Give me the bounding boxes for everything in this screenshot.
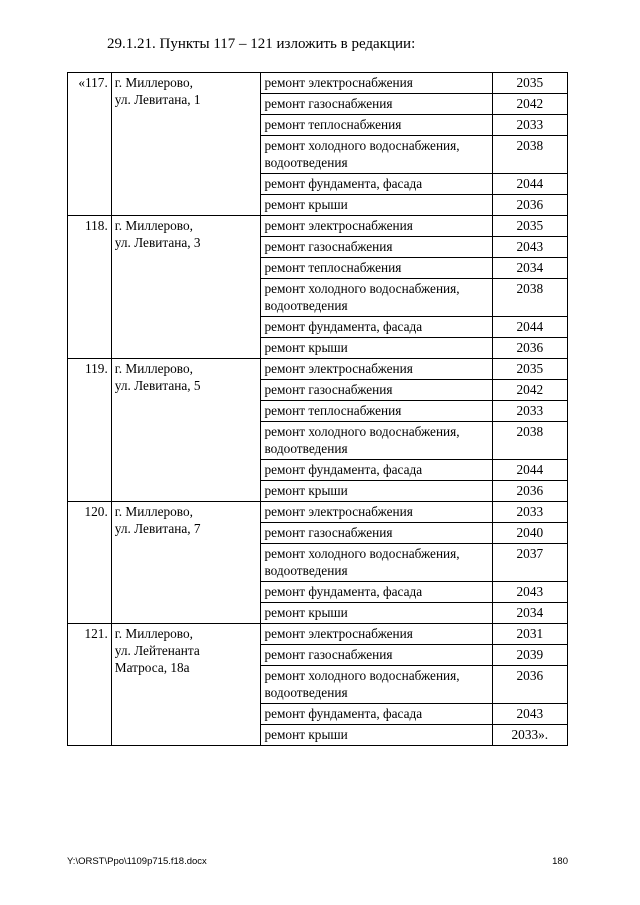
repair-year: 2035 [492, 216, 567, 237]
section-heading: 29.1.21. Пункты 117 – 121 изложить в редакции: [107, 36, 416, 52]
item-number: 121. [68, 624, 112, 746]
repair-work-type: ремонт газоснабжения [261, 237, 492, 258]
repair-work-type: ремонт холодного водоснабжения, водоотведения [261, 544, 492, 582]
building-address: г. Миллерово, ул. Левитана, 5 [111, 359, 261, 502]
repair-work-type: ремонт фундамента, фасада [261, 460, 492, 481]
repair-work-type: ремонт крыши [261, 481, 492, 502]
footer-page-number: 180 [552, 856, 568, 867]
repair-work-type: ремонт холодного водоснабжения, водоотведения [261, 136, 492, 174]
table-row [68, 624, 568, 645]
repair-work-type: ремонт газоснабжения [261, 380, 492, 401]
repair-work-type: ремонт фундамента, фасада [261, 582, 492, 603]
repair-work-type: ремонт теплоснабжения [261, 115, 492, 136]
repair-year: 2044 [492, 460, 567, 481]
building-address: г. Миллерово, ул. Левитана, 1 [111, 73, 261, 216]
repair-work-type: ремонт крыши [261, 725, 492, 746]
repair-work-type: ремонт холодного водоснабжения, водоотведения [261, 666, 492, 704]
repair-year: 2034 [492, 258, 567, 279]
table-row [68, 359, 568, 380]
repair-year: 2040 [492, 523, 567, 544]
repair-work-type: ремонт электроснабжения [261, 502, 492, 523]
repair-year: 2035 [492, 73, 567, 94]
repair-year: 2033». [492, 725, 567, 746]
repair-work-type: ремонт теплоснабжения [261, 401, 492, 422]
repair-year: 2038 [492, 279, 567, 317]
item-number: 119. [68, 359, 112, 502]
repair-year: 2037 [492, 544, 567, 582]
repair-work-type: ремонт газоснабжения [261, 523, 492, 544]
item-number: 118. [68, 216, 112, 359]
repair-work-type: ремонт газоснабжения [261, 645, 492, 666]
building-address: г. Миллерово, ул. Лейтенанта Матроса, 18а [111, 624, 261, 746]
repair-work-type: ремонт холодного водоснабжения, водоотведения [261, 279, 492, 317]
repair-year: 2038 [492, 422, 567, 460]
repair-year: 2031 [492, 624, 567, 645]
repair-work-type: ремонт фундамента, фасада [261, 174, 492, 195]
repair-work-type: ремонт крыши [261, 338, 492, 359]
building-address: г. Миллерово, ул. Левитана, 7 [111, 502, 261, 624]
repair-work-type: ремонт теплоснабжения [261, 258, 492, 279]
footer-file-path: Y:\ORST\Ppo\1109p715.f18.docx [67, 856, 207, 867]
item-number: «117. [68, 73, 112, 216]
repair-year: 2035 [492, 359, 567, 380]
repair-year: 2036 [492, 338, 567, 359]
repair-year: 2033 [492, 401, 567, 422]
repair-year: 2039 [492, 645, 567, 666]
repair-schedule-table [67, 72, 568, 746]
repair-work-type: ремонт холодного водоснабжения, водоотведения [261, 422, 492, 460]
repair-year: 2033 [492, 502, 567, 523]
repair-work-type: ремонт крыши [261, 195, 492, 216]
repair-year: 2036 [492, 195, 567, 216]
table-row [68, 73, 568, 94]
repair-work-type: ремонт крыши [261, 603, 492, 624]
repair-year: 2043 [492, 582, 567, 603]
repair-year: 2043 [492, 237, 567, 258]
table-row [68, 502, 568, 523]
repair-work-type: ремонт электроснабжения [261, 73, 492, 94]
repair-year: 2043 [492, 704, 567, 725]
repair-work-type: ремонт газоснабжения [261, 94, 492, 115]
repair-year: 2036 [492, 481, 567, 502]
repair-year: 2033 [492, 115, 567, 136]
building-address: г. Миллерово, ул. Левитана, 3 [111, 216, 261, 359]
repair-year: 2044 [492, 174, 567, 195]
repair-year: 2036 [492, 666, 567, 704]
repair-year: 2034 [492, 603, 567, 624]
repair-work-type: ремонт электроснабжения [261, 359, 492, 380]
repair-work-type: ремонт электроснабжения [261, 216, 492, 237]
repair-year: 2044 [492, 317, 567, 338]
table-row [68, 216, 568, 237]
repair-year: 2038 [492, 136, 567, 174]
repair-year: 2042 [492, 94, 567, 115]
item-number: 120. [68, 502, 112, 624]
repair-work-type: ремонт фундамента, фасада [261, 317, 492, 338]
repair-year: 2042 [492, 380, 567, 401]
repair-work-type: ремонт электроснабжения [261, 624, 492, 645]
repair-work-type: ремонт фундамента, фасада [261, 704, 492, 725]
